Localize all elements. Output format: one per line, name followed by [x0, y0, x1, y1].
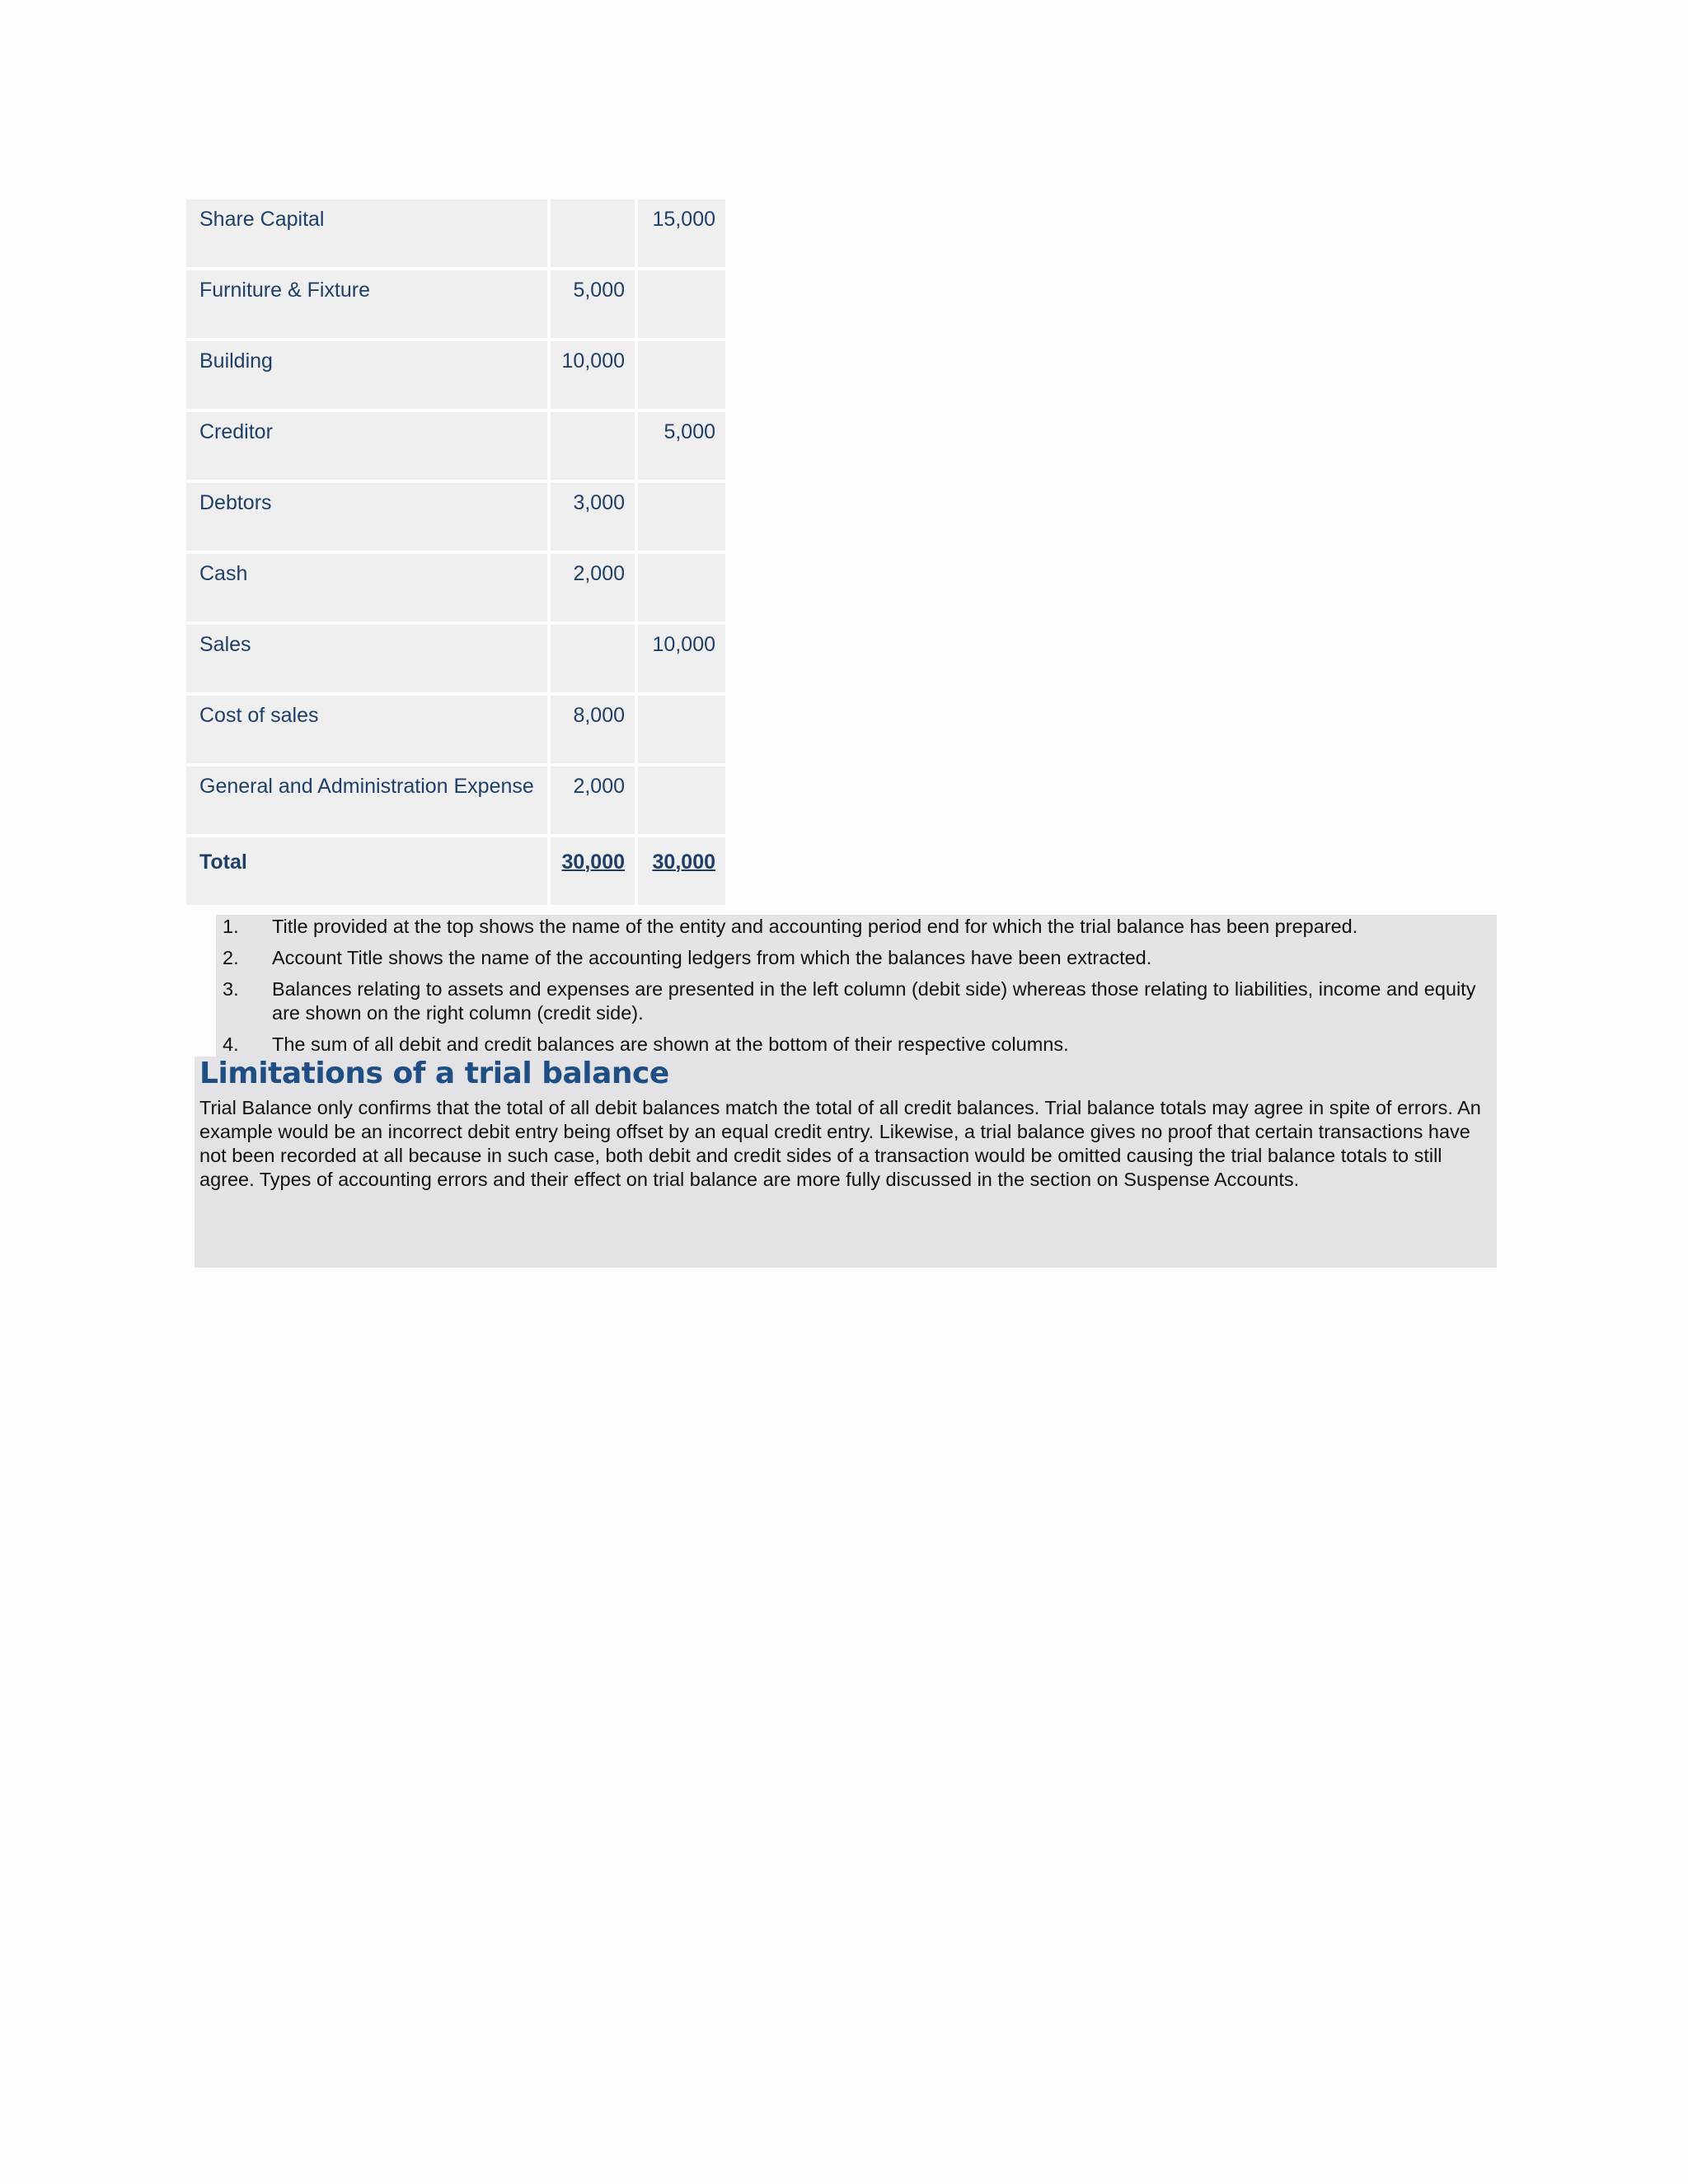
- credit-cell: [638, 270, 725, 338]
- table-row: [186, 696, 725, 763]
- credit-cell: [638, 554, 725, 621]
- table-row: [186, 412, 725, 480]
- list-number: 1.: [223, 916, 239, 937]
- list-item: [216, 1033, 1497, 1057]
- account-name: Debtors: [186, 483, 547, 551]
- table-row: [186, 554, 725, 621]
- account-name: Furniture & Fixture: [186, 270, 547, 338]
- section-paragraph: Trial Balance only confirms that the total of all debit balances match the total of all credit balances. Trial balance totals may agree in spite of errors. An example would be an incorrect debit entry being offset by an equal credit entry. Likewise, a trial balance gives no proof that certain transactions have not been recorded at all because in such case, both debit and credit sides of a transaction would be omitted causing the trial balance totals to still agree. Types of accounting errors and their effect on trial balance are more fully discussed in the section on Suspense Accounts.: [199, 1097, 1481, 1190]
- list-item: [216, 977, 1497, 1025]
- list-text: Balances relating to assets and expenses are presented in the left column (debit side) whereas those relating to liabilities, income and equity are shown on the right column (credit side).: [272, 978, 1476, 1024]
- table-row: [186, 270, 725, 338]
- account-name: Cash: [186, 554, 547, 621]
- list-number: 3.: [223, 978, 239, 1000]
- account-name: Share Capital: [186, 199, 547, 267]
- total-label: Total: [186, 837, 547, 905]
- total-row: [186, 837, 725, 905]
- account-name: Cost of sales: [186, 696, 547, 763]
- debit-cell: 8,000: [551, 696, 635, 763]
- debit-cell: 10,000: [551, 341, 635, 409]
- table-row: [186, 341, 725, 409]
- debit-cell: [551, 199, 635, 267]
- credit-total: 30,000: [652, 851, 715, 874]
- account-name: General and Administration Expense: [186, 766, 547, 834]
- credit-cell: [638, 766, 725, 834]
- debit-total: 30,000: [561, 851, 625, 874]
- account-name: Sales: [186, 625, 547, 692]
- account-name: Creditor: [186, 412, 547, 480]
- credit-cell: 10,000: [638, 625, 725, 692]
- table-row: [186, 766, 725, 834]
- credit-cell: [638, 483, 725, 551]
- debit-cell: 3,000: [551, 483, 635, 551]
- debit-cell: 2,000: [551, 766, 635, 834]
- limitations-section: [195, 1057, 1497, 1268]
- list-text: The sum of all debit and credit balances are shown at the bottom of their respective columns.: [272, 1033, 1069, 1055]
- trial-balance-table: [186, 199, 725, 908]
- debit-cell: 5,000: [551, 270, 635, 338]
- list-number: 4.: [223, 1033, 239, 1055]
- table-row: [186, 625, 725, 692]
- table-row: [186, 199, 725, 267]
- credit-cell: [638, 696, 725, 763]
- debit-cell: [551, 625, 635, 692]
- list-text: Account Title shows the name of the accounting ledgers from which the balances have been extracted.: [272, 947, 1152, 968]
- debit-cell: 2,000: [551, 554, 635, 621]
- account-name: Building: [186, 341, 547, 409]
- credit-cell: [638, 341, 725, 409]
- credit-total-cell: [638, 837, 725, 905]
- list-number: 2.: [223, 947, 239, 968]
- table-row: [186, 483, 725, 551]
- list-item: [216, 946, 1497, 970]
- list-text: Title provided at the top shows the name of the entity and accounting period end for which the trial balance has been prepared.: [272, 916, 1358, 937]
- list-item: [216, 915, 1497, 939]
- section-heading: Limitations of a trial balance: [199, 1057, 669, 1090]
- debit-total-cell: [551, 837, 635, 905]
- credit-cell: 5,000: [638, 412, 725, 480]
- notes-panel: [216, 915, 1497, 1057]
- credit-cell: 15,000: [638, 199, 725, 267]
- debit-cell: [551, 412, 635, 480]
- notes-list: [216, 915, 1497, 1064]
